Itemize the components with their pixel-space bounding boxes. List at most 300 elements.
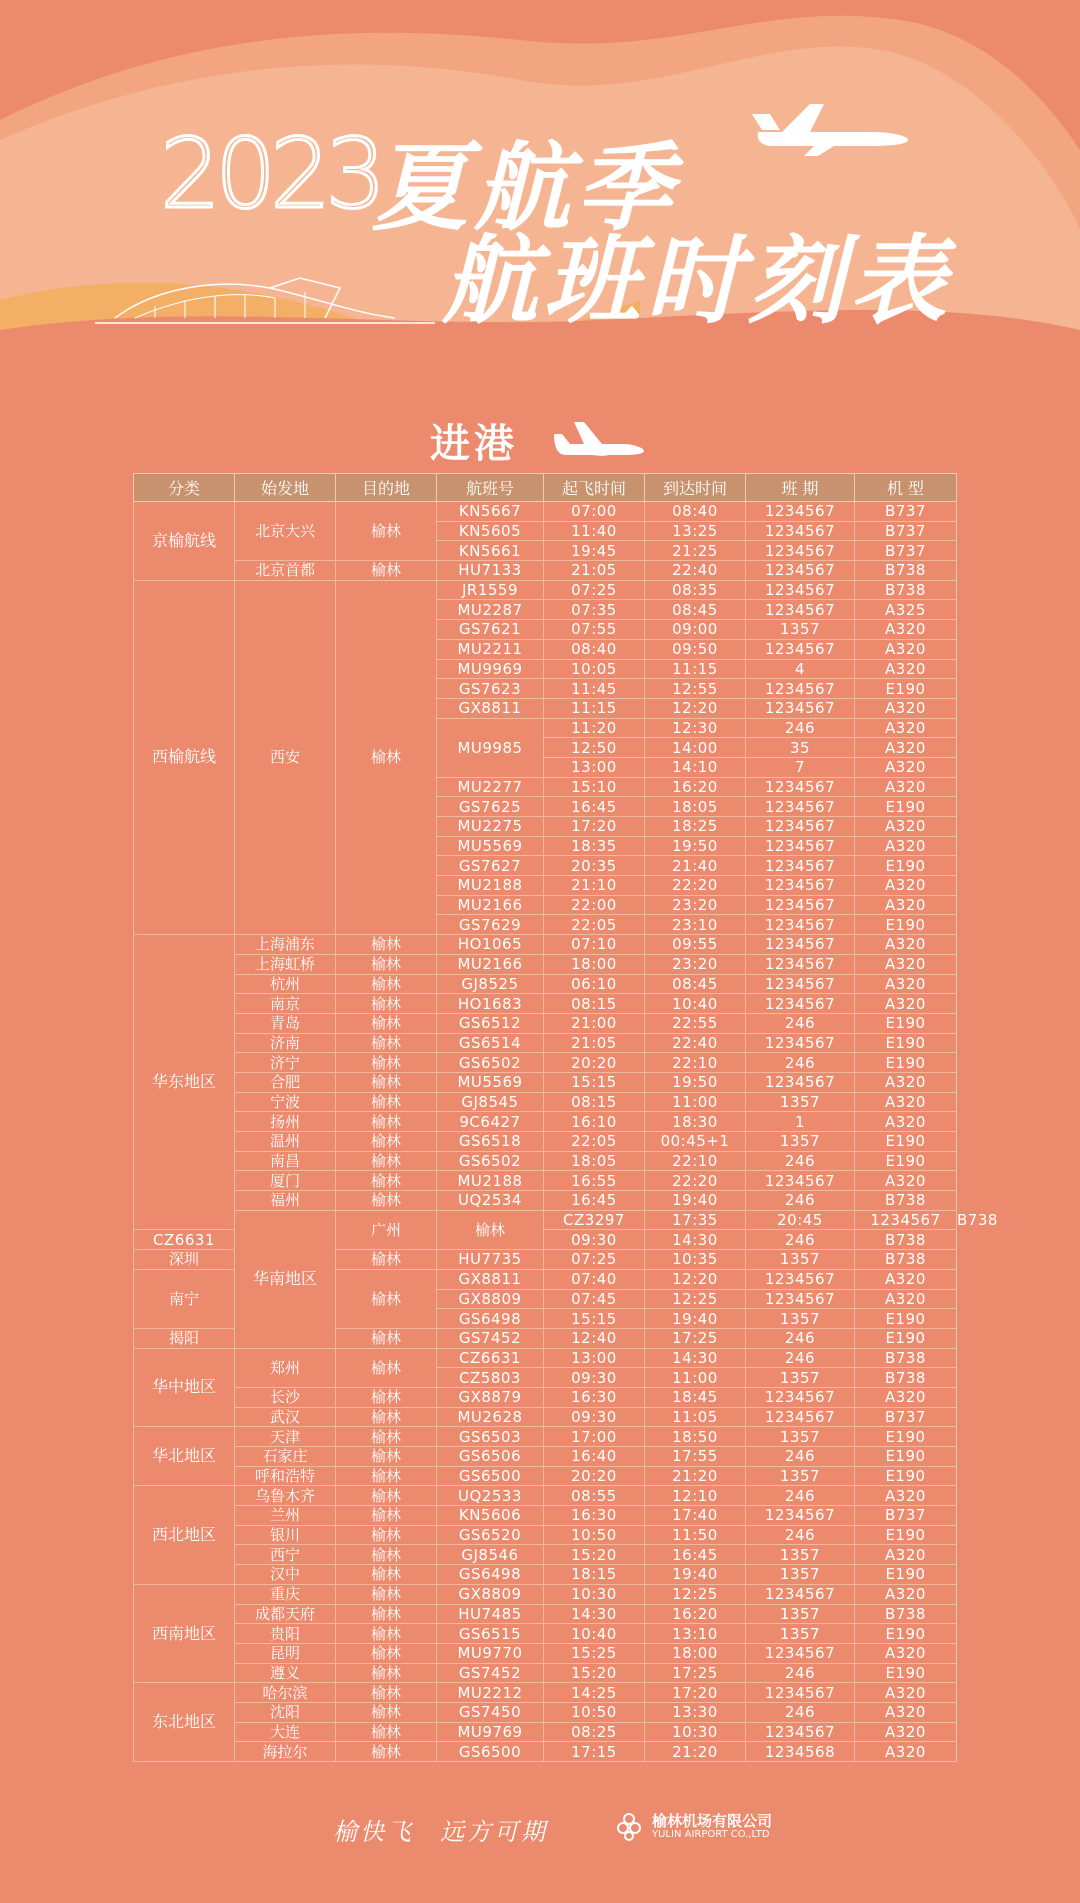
- aircraft-type-cell: A320: [855, 1702, 957, 1722]
- arrival-time-cell: 18:45: [645, 1387, 746, 1407]
- flight-number-cell: HO1065: [437, 935, 544, 955]
- schedule-days-cell: 1234568: [746, 1742, 855, 1762]
- arrival-time-cell: 21:20: [645, 1742, 746, 1762]
- origin-cell: 武汉: [235, 1407, 336, 1427]
- arrival-time-cell: 17:25: [645, 1663, 746, 1683]
- flight-number-cell: MU9769: [437, 1722, 544, 1742]
- schedule-days-cell: 246: [746, 1663, 855, 1683]
- flight-number-cell: GJ8525: [437, 974, 544, 994]
- flight-number-cell: MU2277: [437, 777, 544, 797]
- arrival-time-cell: 11:15: [645, 659, 746, 679]
- arrival-time-cell: 12:20: [645, 1269, 746, 1289]
- category-cell: 华中地区: [134, 1348, 235, 1427]
- origin-cell: 杭州: [235, 974, 336, 994]
- schedule-days-cell: 1357: [746, 1466, 855, 1486]
- departure-time-cell: 10:30: [544, 1584, 645, 1604]
- departure-time-cell: 15:15: [544, 1309, 645, 1329]
- departure-time-cell: 20:35: [544, 856, 645, 876]
- table-row: [134, 1072, 957, 1092]
- departure-time-cell: 08:55: [544, 1486, 645, 1506]
- destination-cell: 榆林: [336, 1447, 437, 1467]
- category-cell: 华南地区: [235, 1210, 336, 1348]
- departure-time-cell: 08:15: [544, 1092, 645, 1112]
- flight-number-cell: GS6520: [437, 1525, 544, 1545]
- destination-cell: 榆林: [336, 954, 437, 974]
- destination-cell: 榆林: [336, 994, 437, 1014]
- arrival-time-cell: 23:20: [645, 954, 746, 974]
- origin-cell: 大连: [235, 1722, 336, 1742]
- schedule-days-cell: 1234567: [746, 1643, 855, 1663]
- aircraft-type-cell: A320: [855, 1742, 957, 1762]
- flight-number-cell: GX8879: [437, 1387, 544, 1407]
- destination-cell: 榆林: [336, 1506, 437, 1526]
- destination-cell: 榆林: [336, 1624, 437, 1644]
- destination-cell: 榆林: [336, 1151, 437, 1171]
- table-row: [134, 1033, 957, 1053]
- flight-number-cell: MU2166: [437, 954, 544, 974]
- schedule-days-cell: 246: [746, 1191, 855, 1211]
- departure-time-cell: 15:20: [544, 1663, 645, 1683]
- flight-number-cell: 9C6427: [437, 1112, 544, 1132]
- schedule-days-cell: 1234567: [746, 1722, 855, 1742]
- origin-cell: 上海浦东: [235, 935, 336, 955]
- aircraft-type-cell: B738: [855, 1348, 957, 1368]
- origin-cell: 呼和浩特: [235, 1466, 336, 1486]
- schedule-days-cell: 246: [746, 1328, 855, 1348]
- departure-time-cell: 08:40: [544, 639, 645, 659]
- flight-number-cell: HU7133: [437, 561, 544, 581]
- arrival-time-cell: 18:50: [645, 1427, 746, 1447]
- destination-cell: 榆林: [336, 1112, 437, 1132]
- departure-time-cell: 17:15: [544, 1742, 645, 1762]
- aircraft-type-cell: A320: [855, 639, 957, 659]
- departure-time-cell: 14:30: [544, 1604, 645, 1624]
- schedule-days-cell: 1234567: [746, 777, 855, 797]
- company-name-en: YULIN AIRPORT CO.,LTD: [652, 1829, 770, 1840]
- flight-number-cell: KN5606: [437, 1506, 544, 1526]
- flight-number-cell: HU7485: [437, 1604, 544, 1624]
- departure-time-cell: 10:05: [544, 659, 645, 679]
- departure-time-cell: 15:20: [544, 1545, 645, 1565]
- aircraft-type-cell: E190: [855, 1624, 957, 1644]
- destination-cell: 榆林: [336, 1604, 437, 1624]
- destination-cell: 榆林: [336, 1348, 437, 1387]
- departure-time-cell: 07:25: [544, 580, 645, 600]
- destination-cell: 榆林: [336, 1072, 437, 1092]
- schedule-days-cell: 1: [746, 1112, 855, 1132]
- arrival-time-cell: 22:40: [645, 561, 746, 581]
- aircraft-type-cell: A320: [855, 895, 957, 915]
- departure-time-cell: 08:15: [544, 994, 645, 1014]
- origin-cell: 扬州: [235, 1112, 336, 1132]
- header-destination: 目的地: [336, 474, 437, 502]
- flight-number-cell: GS6498: [437, 1565, 544, 1585]
- schedule-days-cell: 1357: [746, 1368, 855, 1388]
- airport-terminal-art: [95, 268, 435, 328]
- aircraft-type-cell: E190: [855, 1447, 957, 1467]
- arrival-time-cell: 12:55: [645, 679, 746, 699]
- table-row: [134, 1407, 957, 1427]
- flight-number-cell: GS7623: [437, 679, 544, 699]
- aircraft-type-cell: E190: [855, 1328, 957, 1348]
- schedule-days-cell: 1234567: [746, 817, 855, 837]
- schedule-days-cell: 1234567: [746, 895, 855, 915]
- flight-number-cell: MU2188: [437, 876, 544, 896]
- arrival-time-cell: 22:20: [645, 1171, 746, 1191]
- flight-number-cell: GS7629: [437, 915, 544, 935]
- aircraft-type-cell: E190: [855, 1525, 957, 1545]
- flight-number-cell: GX8811: [437, 1269, 544, 1289]
- destination-cell: 榆林: [336, 1250, 437, 1270]
- arrival-time-cell: 18:25: [645, 817, 746, 837]
- table-row: [134, 1722, 957, 1742]
- aircraft-type-cell: A320: [855, 1269, 957, 1289]
- table-row: [134, 1742, 957, 1762]
- arrival-time-cell: 12:10: [645, 1486, 746, 1506]
- aircraft-type-cell: A320: [855, 1171, 957, 1191]
- flight-number-cell: GS6502: [437, 1053, 544, 1073]
- aircraft-type-cell: B738: [855, 561, 957, 581]
- origin-cell: 上海虹桥: [235, 954, 336, 974]
- schedule-days-cell: 1357: [746, 1624, 855, 1644]
- departure-time-cell: 14:25: [544, 1683, 645, 1703]
- departure-time-cell: 16:10: [544, 1112, 645, 1132]
- arrival-time-cell: 21:20: [645, 1466, 746, 1486]
- schedule-days-cell: 246: [746, 1702, 855, 1722]
- aircraft-type-cell: E190: [855, 679, 957, 699]
- flight-number-cell: GS6514: [437, 1033, 544, 1053]
- destination-cell: 榆林: [336, 1092, 437, 1112]
- table-row: [134, 1525, 957, 1545]
- origin-cell: 遵义: [235, 1663, 336, 1683]
- flight-number-cell: MU2188: [437, 1171, 544, 1191]
- table-row: [134, 935, 957, 955]
- schedule-days-cell: 1234567: [746, 679, 855, 699]
- departure-time-cell: 15:10: [544, 777, 645, 797]
- header-origin: 始发地: [235, 474, 336, 502]
- flight-number-cell: KN5661: [437, 541, 544, 561]
- category-cell: 西榆航线: [134, 580, 235, 934]
- arrival-time-cell: 22:10: [645, 1053, 746, 1073]
- schedule-days-cell: 246: [746, 1151, 855, 1171]
- destination-cell: 榆林: [336, 1407, 437, 1427]
- header-departure-time: 起飞时间: [544, 474, 645, 502]
- destination-cell: 榆林: [336, 1742, 437, 1762]
- aircraft-type-cell: B738: [855, 1230, 957, 1250]
- flight-number-cell: MU2628: [437, 1407, 544, 1427]
- arrival-time-cell: 09:00: [645, 620, 746, 640]
- destination-cell: 榆林: [336, 1269, 437, 1328]
- arrival-time-cell: 10:40: [645, 994, 746, 1014]
- aircraft-type-cell: A320: [855, 1683, 957, 1703]
- aircraft-type-cell: E190: [855, 1053, 957, 1073]
- destination-cell: 榆林: [336, 502, 437, 561]
- destination-cell: 榆林: [336, 1643, 437, 1663]
- origin-cell: 兰州: [235, 1506, 336, 1526]
- slogan-secondary: 远方可期: [440, 1818, 548, 1846]
- title-schedule: 航班时刻表: [442, 225, 952, 337]
- aircraft-type-cell: E190: [855, 915, 957, 935]
- schedule-days-cell: 1357: [746, 620, 855, 640]
- departure-time-cell: 07:55: [544, 620, 645, 640]
- departure-time-cell: 16:45: [544, 1191, 645, 1211]
- schedule-days-cell: 1234567: [746, 502, 855, 522]
- section-arrivals-heading: 进港: [430, 421, 518, 467]
- arrival-time-cell: 12:25: [645, 1584, 746, 1604]
- table-row: [134, 1486, 957, 1506]
- departure-time-cell: 10:50: [544, 1525, 645, 1545]
- origin-cell: 乌鲁木齐: [235, 1486, 336, 1506]
- table-row: [134, 1151, 957, 1171]
- aircraft-type-cell: E190: [855, 1151, 957, 1171]
- aircraft-type-cell: A320: [855, 974, 957, 994]
- schedule-days-cell: 246: [746, 1053, 855, 1073]
- destination-cell: 榆林: [336, 1033, 437, 1053]
- header-schedule-days: 班 期: [746, 474, 855, 502]
- aircraft-type-cell: A320: [855, 757, 957, 777]
- flight-number-cell: GS7450: [437, 1702, 544, 1722]
- aircraft-type-cell: A320: [855, 620, 957, 640]
- table-row: [134, 1565, 957, 1585]
- destination-cell: 榆林: [336, 1565, 437, 1585]
- destination-cell: 榆林: [336, 1132, 437, 1152]
- departure-time-cell: 10:40: [544, 1624, 645, 1644]
- arrival-time-cell: 22:40: [645, 1033, 746, 1053]
- origin-cell: 郑州: [235, 1348, 336, 1387]
- departure-time-cell: 11:15: [544, 698, 645, 718]
- schedule-days-cell: 1234567: [746, 639, 855, 659]
- destination-cell: 榆林: [336, 935, 437, 955]
- aircraft-type-cell: A320: [855, 836, 957, 856]
- arrival-time-cell: 19:50: [645, 836, 746, 856]
- header-arrival-time: 到达时间: [645, 474, 746, 502]
- table-row: [134, 1506, 957, 1526]
- schedule-days-cell: 246: [746, 1525, 855, 1545]
- arrival-time-cell: 19:50: [645, 1072, 746, 1092]
- departure-time-cell: 21:10: [544, 876, 645, 896]
- schedule-days-cell: 1357: [746, 1565, 855, 1585]
- aircraft-type-cell: A320: [855, 1289, 957, 1309]
- origin-cell: 沈阳: [235, 1702, 336, 1722]
- flight-number-cell: JR1559: [437, 580, 544, 600]
- departure-time-cell: 07:00: [544, 502, 645, 522]
- departure-time-cell: 06:10: [544, 974, 645, 994]
- aircraft-type-cell: A320: [855, 698, 957, 718]
- flight-number-cell: GS6500: [437, 1742, 544, 1762]
- arrival-plane-icon: [552, 418, 647, 456]
- departure-time-cell: 18:15: [544, 1565, 645, 1585]
- arrival-time-cell: 17:20: [645, 1683, 746, 1703]
- company-name-cn: 榆林机场有限公司: [652, 1812, 773, 1830]
- table-row: [134, 1427, 957, 1447]
- table-row: [134, 1545, 957, 1565]
- departure-time-cell: 17:20: [544, 817, 645, 837]
- flight-number-cell: GX8811: [437, 698, 544, 718]
- departure-time-cell: 15:15: [544, 1072, 645, 1092]
- origin-cell: 西宁: [235, 1545, 336, 1565]
- origin-cell: 南昌: [235, 1151, 336, 1171]
- aircraft-type-cell: A320: [855, 1387, 957, 1407]
- schedule-days-cell: 1234567: [746, 1072, 855, 1092]
- arrival-time-cell: 19:40: [645, 1309, 746, 1329]
- schedule-days-cell: 1234567: [746, 974, 855, 994]
- aircraft-type-cell: E190: [855, 1033, 957, 1053]
- arrival-time-cell: 11:05: [645, 1407, 746, 1427]
- table-row: [134, 994, 957, 1014]
- schedule-days-cell: 4: [746, 659, 855, 679]
- origin-cell: 昆明: [235, 1643, 336, 1663]
- arrival-time-cell: 17:25: [645, 1328, 746, 1348]
- arrival-time-cell: 22:10: [645, 1151, 746, 1171]
- category-cell: 东北地区: [134, 1683, 235, 1762]
- origin-cell: 济南: [235, 1033, 336, 1053]
- departure-time-cell: 16:40: [544, 1447, 645, 1467]
- schedule-days-cell: 1234567: [746, 935, 855, 955]
- flight-number-cell: GS6515: [437, 1624, 544, 1644]
- flight-number-cell: GS7621: [437, 620, 544, 640]
- schedule-days-cell: 1234567: [746, 836, 855, 856]
- schedule-days-cell: 246: [746, 1230, 855, 1250]
- arrival-time-cell: 16:45: [645, 1545, 746, 1565]
- arrival-time-cell: 18:05: [645, 797, 746, 817]
- category-cell: 京榆航线: [134, 502, 235, 581]
- schedule-days-cell: 1234567: [746, 1269, 855, 1289]
- arrival-time-cell: 00:45+1: [645, 1132, 746, 1152]
- departure-time-cell: 12:40: [544, 1328, 645, 1348]
- schedule-days-cell: 1357: [746, 1132, 855, 1152]
- arrivals-schedule-table: [133, 473, 998, 1762]
- origin-cell: 南宁: [134, 1269, 235, 1328]
- schedule-days-cell: 1234567: [746, 1506, 855, 1526]
- schedule-days-cell: 1357: [746, 1545, 855, 1565]
- flight-number-cell: MU2166: [437, 895, 544, 915]
- schedule-days-cell: 1234567: [746, 797, 855, 817]
- arrival-time-cell: 14:30: [645, 1348, 746, 1368]
- schedule-days-cell: 1234567: [746, 541, 855, 561]
- arrival-time-cell: 08:40: [645, 502, 746, 522]
- flight-number-cell: HO1683: [437, 994, 544, 1014]
- departure-time-cell: 11:40: [544, 521, 645, 541]
- arrival-time-cell: 12:25: [645, 1289, 746, 1309]
- aircraft-type-cell: B737: [855, 541, 957, 561]
- origin-cell: 石家庄: [235, 1447, 336, 1467]
- flight-number-cell: KN5605: [437, 521, 544, 541]
- destination-cell: 榆林: [336, 1545, 437, 1565]
- arrival-time-cell: 21:40: [645, 856, 746, 876]
- flight-number-cell: HU7735: [437, 1250, 544, 1270]
- destination-cell: 榆林: [336, 1466, 437, 1486]
- departure-time-cell: 07:25: [544, 1250, 645, 1270]
- flight-number-cell: CZ6631: [134, 1230, 235, 1250]
- table-row: [134, 1584, 957, 1604]
- aircraft-type-cell: B738: [855, 1368, 957, 1388]
- departure-time-cell: 17:00: [544, 1427, 645, 1447]
- header-flight-number: 航班号: [437, 474, 544, 502]
- schedule-days-cell: 246: [746, 718, 855, 738]
- destination-cell: 榆林: [336, 1328, 437, 1348]
- arrival-time-cell: 19:40: [645, 1565, 746, 1585]
- departure-time-cell: 16:30: [544, 1506, 645, 1526]
- arrival-time-cell: 08:35: [645, 580, 746, 600]
- aircraft-type-cell: B738: [855, 1191, 957, 1211]
- flight-number-cell: GS6502: [437, 1151, 544, 1171]
- title-season: 夏航季: [372, 132, 678, 244]
- departure-time-cell: 18:00: [544, 954, 645, 974]
- arrival-time-cell: 17:55: [645, 1447, 746, 1467]
- origin-cell: 广州: [336, 1210, 437, 1249]
- arrival-time-cell: 13:10: [645, 1624, 746, 1644]
- arrival-time-cell: 18:00: [645, 1643, 746, 1663]
- departure-time-cell: 21:00: [544, 1013, 645, 1033]
- category-cell: 华东地区: [134, 935, 235, 1230]
- schedule-days-cell: 1234567: [746, 856, 855, 876]
- table-row: [134, 1466, 957, 1486]
- flight-number-cell: MU9969: [437, 659, 544, 679]
- flight-number-cell: MU2212: [437, 1683, 544, 1703]
- table-row: [134, 1663, 957, 1683]
- table-row: [134, 561, 957, 581]
- table-row: [134, 1447, 957, 1467]
- departure-time-cell: 18:05: [544, 1151, 645, 1171]
- flight-number-cell: GX8809: [437, 1584, 544, 1604]
- table-row: [134, 1092, 957, 1112]
- arrival-time-cell: 19:40: [645, 1191, 746, 1211]
- aircraft-type-cell: A320: [855, 659, 957, 679]
- aircraft-type-cell: E190: [855, 1565, 957, 1585]
- arrival-time-cell: 23:20: [645, 895, 746, 915]
- destination-cell: 榆林: [336, 1663, 437, 1683]
- table-row: [134, 580, 957, 600]
- flight-number-cell: GS6518: [437, 1132, 544, 1152]
- aircraft-type-cell: A320: [855, 1092, 957, 1112]
- arrival-time-cell: 23:10: [645, 915, 746, 935]
- origin-cell: 天津: [235, 1427, 336, 1447]
- departure-time-cell: 13:00: [544, 1348, 645, 1368]
- aircraft-type-cell: A320: [855, 777, 957, 797]
- aircraft-type-cell: E190: [855, 1309, 957, 1329]
- schedule-days-cell: 1234567: [746, 521, 855, 541]
- arrival-time-cell: 09:50: [645, 639, 746, 659]
- table-row: [134, 1171, 957, 1191]
- aircraft-type-cell: B737: [855, 502, 957, 522]
- aircraft-type-cell: A320: [855, 1112, 957, 1132]
- aircraft-type-cell: E190: [855, 856, 957, 876]
- destination-cell: 榆林: [336, 1427, 437, 1447]
- origin-cell: 重庆: [235, 1584, 336, 1604]
- aircraft-type-cell: A320: [855, 1722, 957, 1742]
- schedule-days-cell: 1234567: [746, 1033, 855, 1053]
- aircraft-type-cell: B738: [855, 1604, 957, 1624]
- flight-number-cell: MU5569: [437, 1072, 544, 1092]
- arrival-time-cell: 13:25: [645, 521, 746, 541]
- category-cell: 西南地区: [134, 1584, 235, 1682]
- arrival-time-cell: 10:30: [645, 1722, 746, 1742]
- departure-time-cell: 19:45: [544, 541, 645, 561]
- origin-cell: 北京大兴: [235, 502, 336, 561]
- origin-cell: 宁波: [235, 1092, 336, 1112]
- destination-cell: 榆林: [336, 561, 437, 581]
- aircraft-type-cell: A320: [855, 1643, 957, 1663]
- flight-number-cell: MU2287: [437, 600, 544, 620]
- table-row: [134, 1683, 957, 1703]
- table-row: [134, 954, 957, 974]
- schedule-days-cell: 1357: [746, 1092, 855, 1112]
- schedule-days-cell: 35: [746, 738, 855, 758]
- departure-time-cell: 22:00: [544, 895, 645, 915]
- flight-number-cell: MU5569: [437, 836, 544, 856]
- arrival-time-cell: 21:25: [645, 541, 746, 561]
- departure-time-cell: 21:05: [544, 561, 645, 581]
